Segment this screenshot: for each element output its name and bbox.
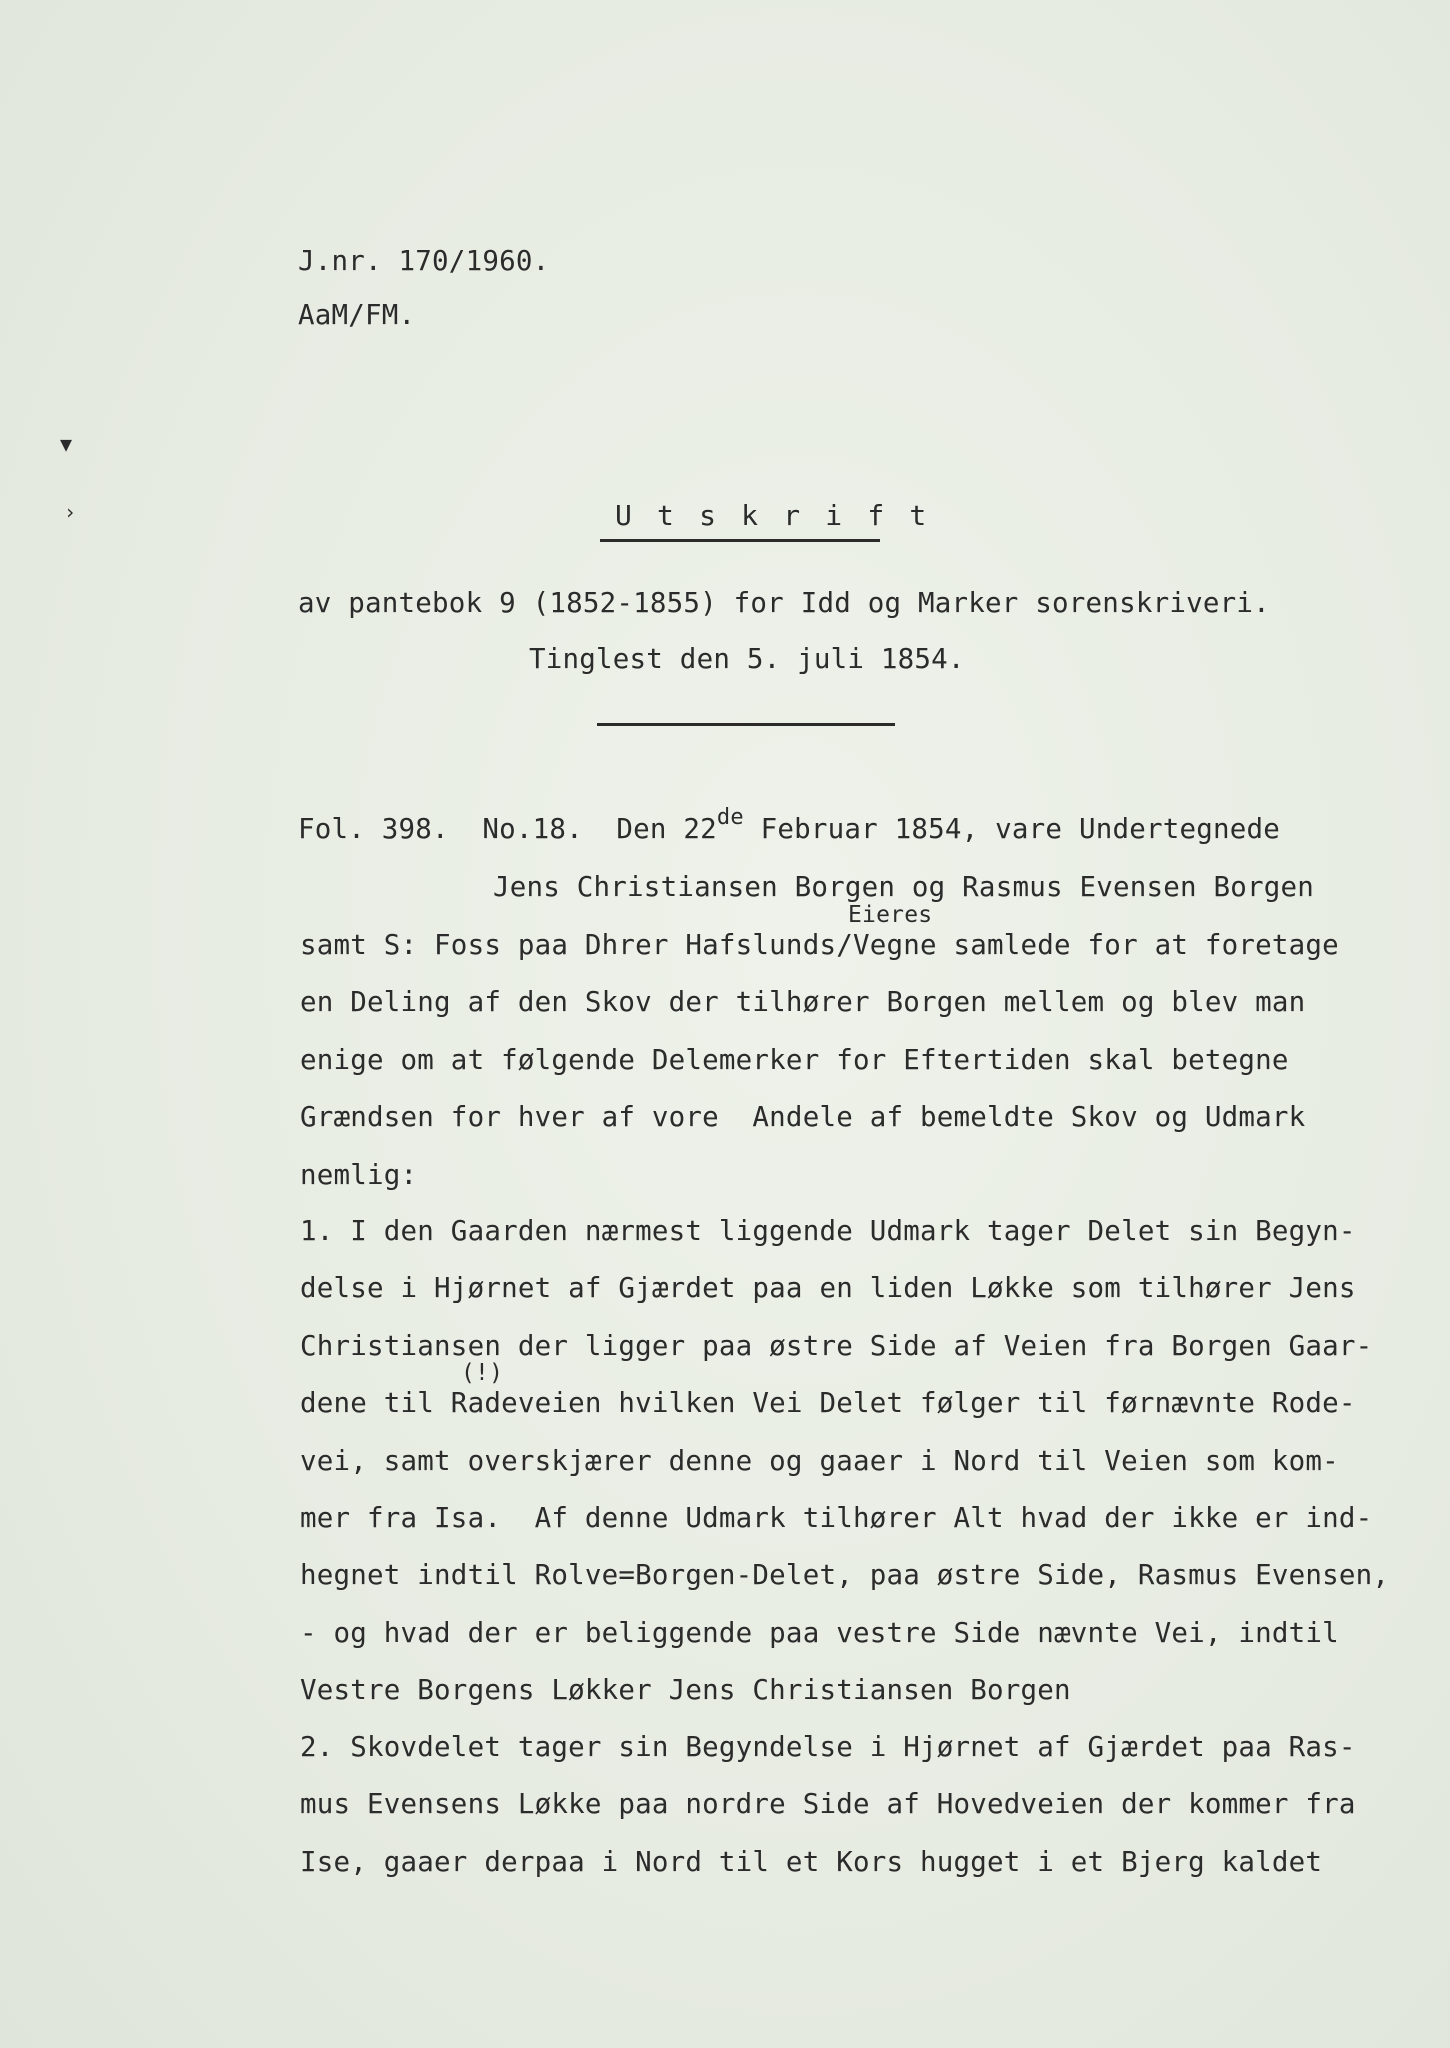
body-line-7: nemlig: (300, 1159, 418, 1191)
body-line-2: Jens Christiansen Borgen og Rasmus Evensen Borgen (493, 871, 1315, 903)
body-line-8: 1. I den Gaarden nærmest liggende Udmark tager Delet sin Begyn- (300, 1215, 1356, 1247)
body-line-17: 2. Skovdelet tager sin Begyndelse i Hjørnet af Gjærdet paa Ras- (300, 1731, 1356, 1763)
body-line-9: delse i Hjørnet af Gjærdet paa en liden Løkke som tilhører Jens (300, 1272, 1356, 1304)
body-line-18: mus Evensens Løkke paa nordre Side af Hovedveien der kommer fra (300, 1788, 1356, 1820)
body-line-19: Ise, gaaer derpaa i Nord til et Kors hugget i et Bjerg kaldet (300, 1846, 1323, 1878)
body-line-4: en Deling af den Skov der tilhører Borgen mellem og blev man (300, 986, 1306, 1018)
document-title: Utskrift (615, 499, 952, 532)
section-divider (597, 723, 895, 726)
body-line-14: hegnet indtil Rolve=Borgen-Delet, paa østre Side, Rasmus Evensen, (300, 1559, 1390, 1591)
body-line-3: samt S: Foss paa Dhrer Hafslunds/Vegne samlede for at foretage (300, 929, 1339, 961)
body-line-11: dene til Radeveien hvilken Vei Delet følger til førnævnte Rode- (300, 1387, 1356, 1419)
date-superscript: de (716, 805, 744, 830)
body-line-10: Christiansen der ligger paa østre Side af Veien fra Borgen Gaar- (300, 1330, 1373, 1362)
body-line-1 (298, 805, 1281, 845)
body-line-1-end: Februar 1854, vare Undertegnede (743, 813, 1281, 845)
margin-mark-top: ▼ (60, 432, 73, 456)
subtitle-registered: Tinglest den 5. juli 1854. (529, 643, 965, 675)
subtitle-source: av pantebok 9 (1852-1855) for Idd og Marker sorenskriveri. (298, 587, 1270, 619)
body-line-1-start: Fol. 398. No.18. Den 22 (298, 813, 717, 845)
body-line-5: enige om at følgende Delemerker for Eftertiden skal betegne (300, 1044, 1289, 1076)
initials: AaM/FM. (298, 299, 416, 331)
body-line-13: mer fra Isa. Af denne Udmark tilhører Alt hvad der ikke er ind- (300, 1502, 1373, 1534)
body-line-15: - og hvad der er beliggende paa vestre Side nævnte Vei, indtil (300, 1617, 1339, 1649)
journal-number: J.nr. 170/1960. (298, 245, 550, 277)
body-line-6: Grændsen for hver af vore Andele af bemeldte Skov og Udmark (300, 1101, 1306, 1133)
title-underline (600, 539, 880, 542)
body-line-16: Vestre Borgens Løkker Jens Christiansen Borgen (300, 1674, 1071, 1706)
body-line-11-insertion: (!) (461, 1360, 504, 1386)
margin-mark-bottom: › (64, 500, 77, 524)
body-line-3-insertion: Eieres (848, 902, 933, 928)
body-line-12: vei, samt overskjærer denne og gaaer i Nord til Veien som kom- (300, 1445, 1339, 1477)
